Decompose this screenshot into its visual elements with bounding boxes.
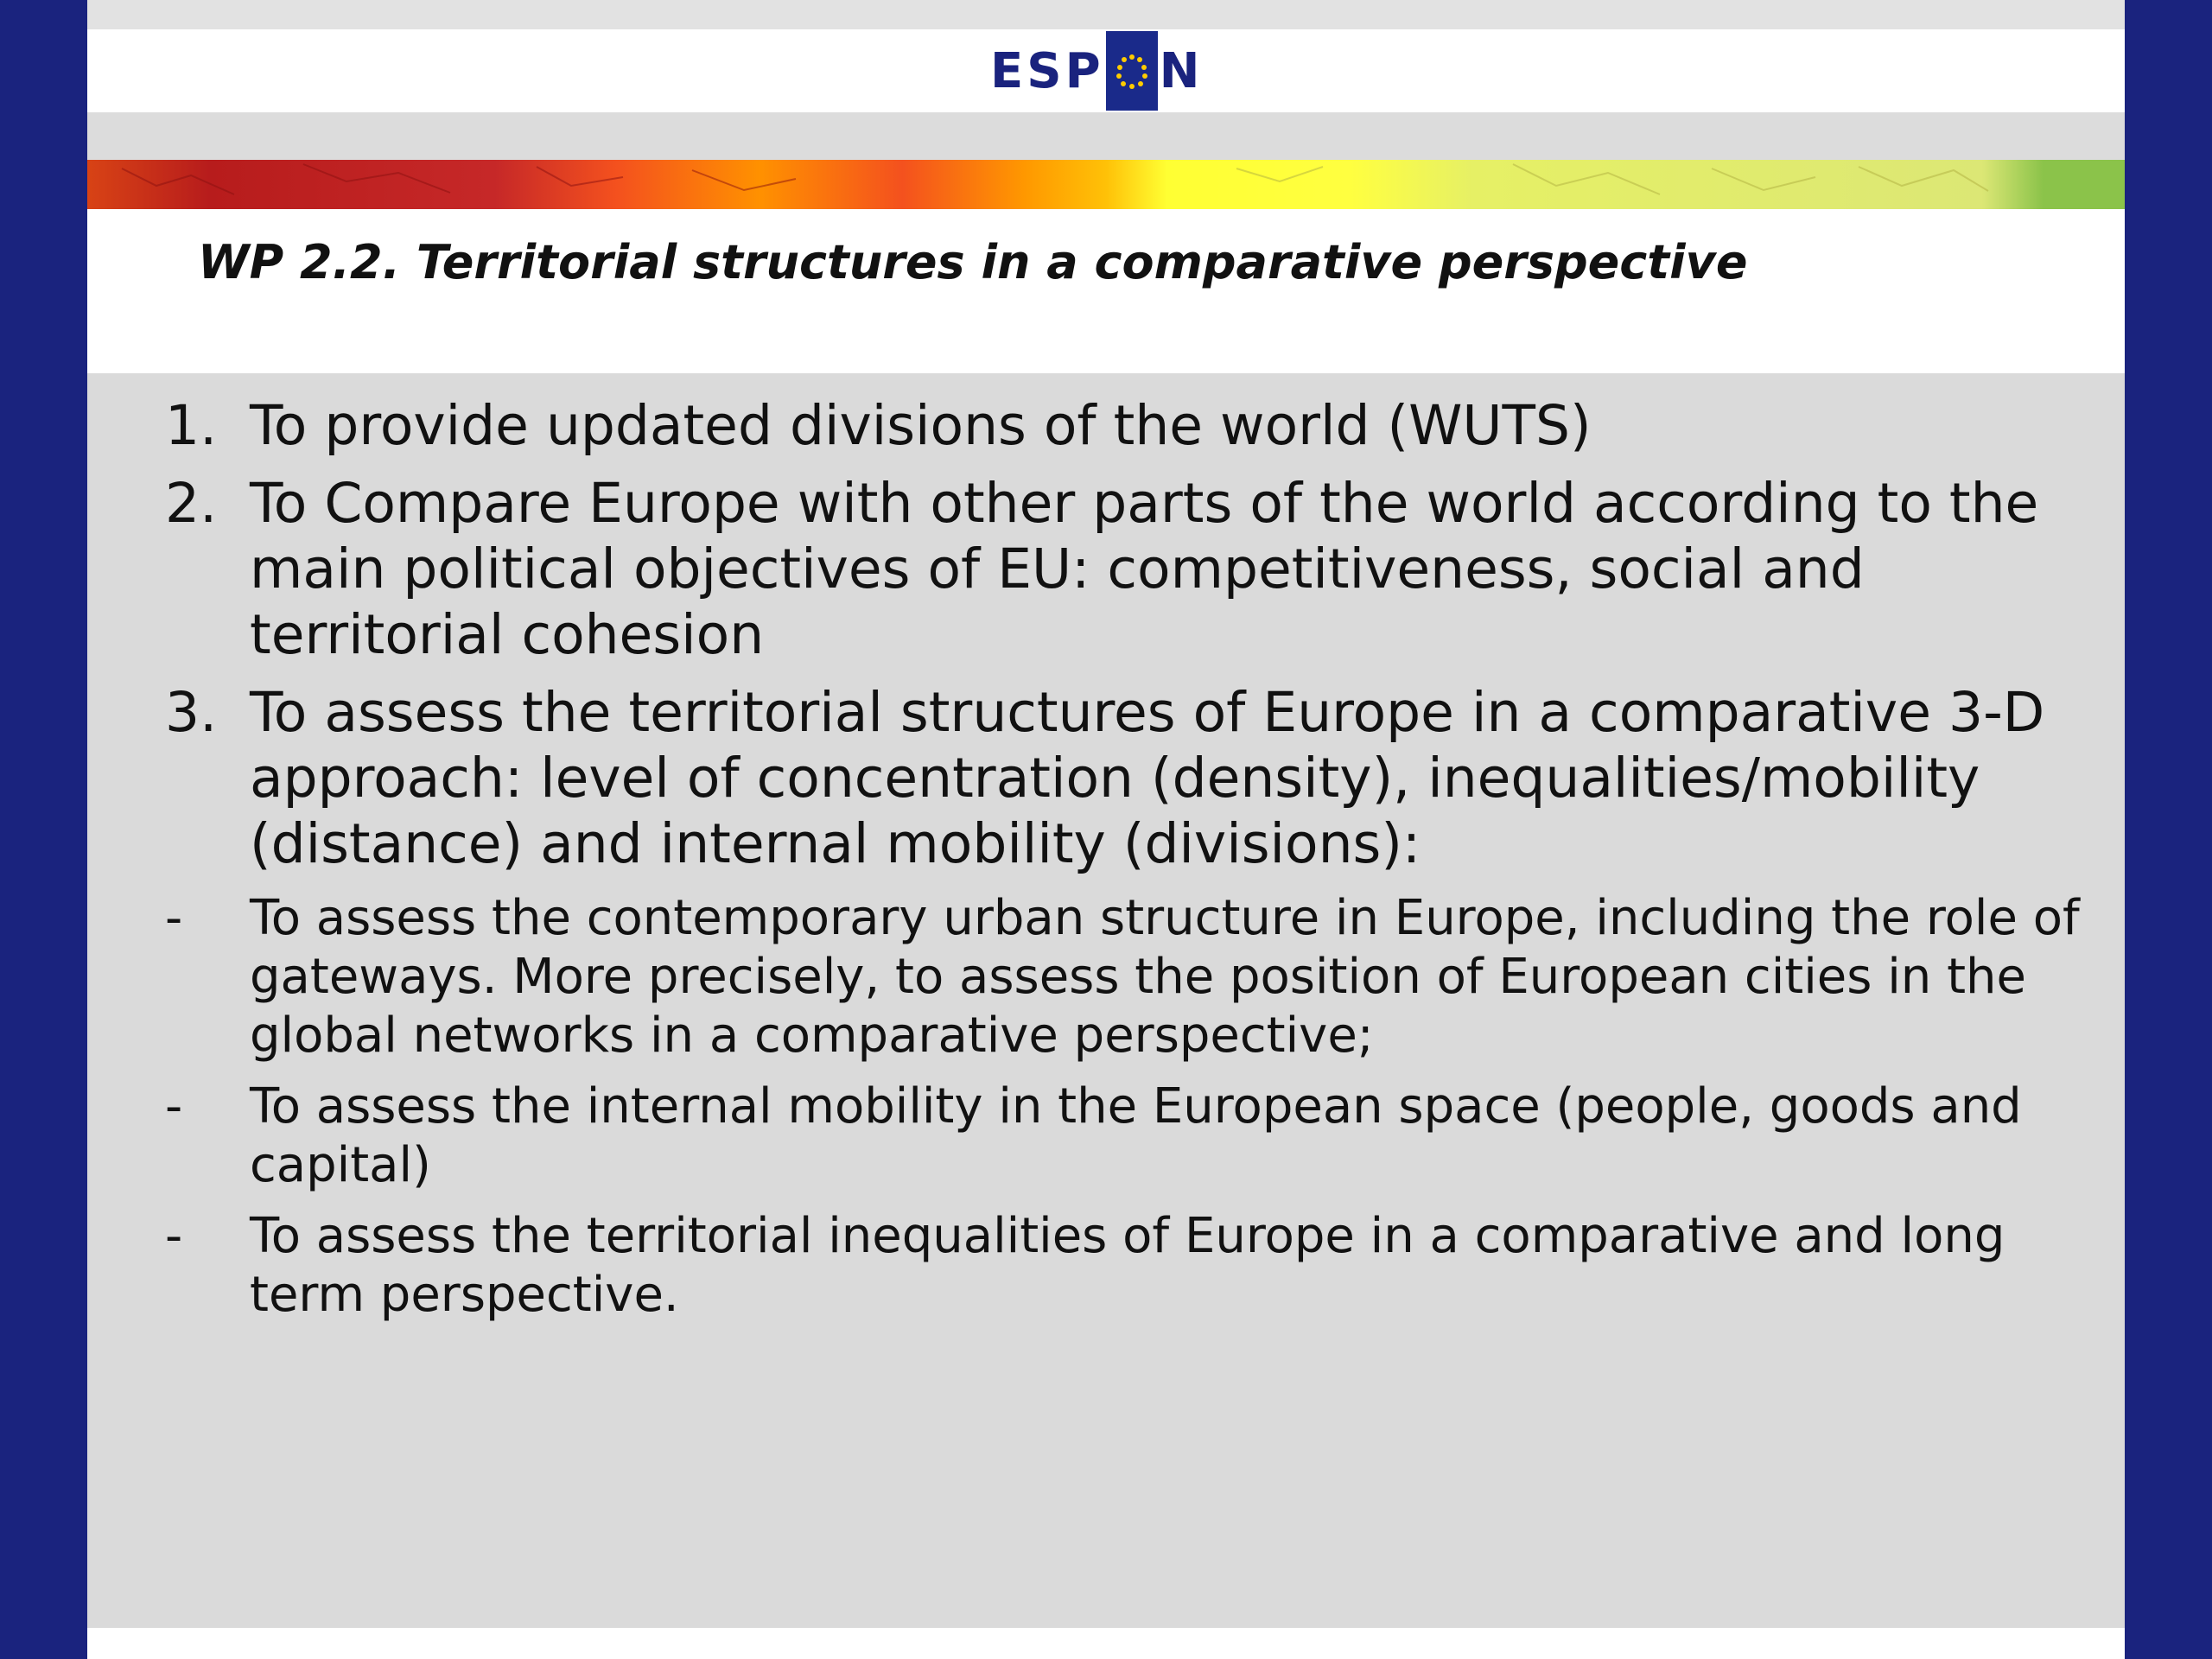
item-text: To provide updated divisions of the world (WUTS) — [250, 394, 1592, 457]
item-number: 3. — [165, 681, 218, 744]
objective-item — [165, 471, 2101, 668]
objectives-list — [165, 393, 2101, 1337]
top-strip — [87, 0, 2125, 29]
objective-item — [165, 680, 2101, 877]
bottom-strip — [87, 1628, 2125, 1659]
espon-logo — [990, 29, 1204, 112]
eu-stars-icon — [1106, 31, 1158, 111]
item-dash: - — [165, 1208, 183, 1264]
sub-item — [165, 1207, 2101, 1325]
item-text: To assess the internal mobility in the European space (people, goods and capital) — [250, 1078, 2022, 1193]
objective-item — [165, 393, 2101, 459]
slide — [87, 0, 2125, 1659]
item-number: 2. — [165, 472, 218, 535]
item-number: 1. — [165, 394, 218, 457]
item-text: To assess the territorial structures of Europe in a comparative 3-D approach: level of concentration (density), inequalities/mobility (distance) and internal mobility (divisions): — [250, 681, 2045, 875]
logo-text-left: ESP — [990, 42, 1104, 99]
gap-band — [87, 112, 2125, 160]
sub-item — [165, 889, 2101, 1065]
item-dash: - — [165, 1078, 183, 1135]
item-text: To assess the contemporary urban structure in Europe, including the role of gateways. More precisely, to assess the position of European cities in the global networks in a comparative perspective; — [250, 890, 2080, 1064]
item-dash: - — [165, 890, 183, 946]
slide-title: WP 2.2. Territorial structures in a comparative perspective — [198, 235, 1748, 289]
item-text: To assess the territorial inequalities of Europe in a comparative and long term perspective. — [250, 1208, 2005, 1323]
europe-map-strip — [87, 160, 2125, 209]
logo-text-right: N — [1159, 42, 1204, 99]
title-band — [87, 209, 2125, 373]
sub-item — [165, 1077, 2101, 1195]
item-text: To Compare Europe with other parts of the world according to the main political objectives of EU: competitiveness, social and territorial cohesion — [250, 472, 2039, 666]
